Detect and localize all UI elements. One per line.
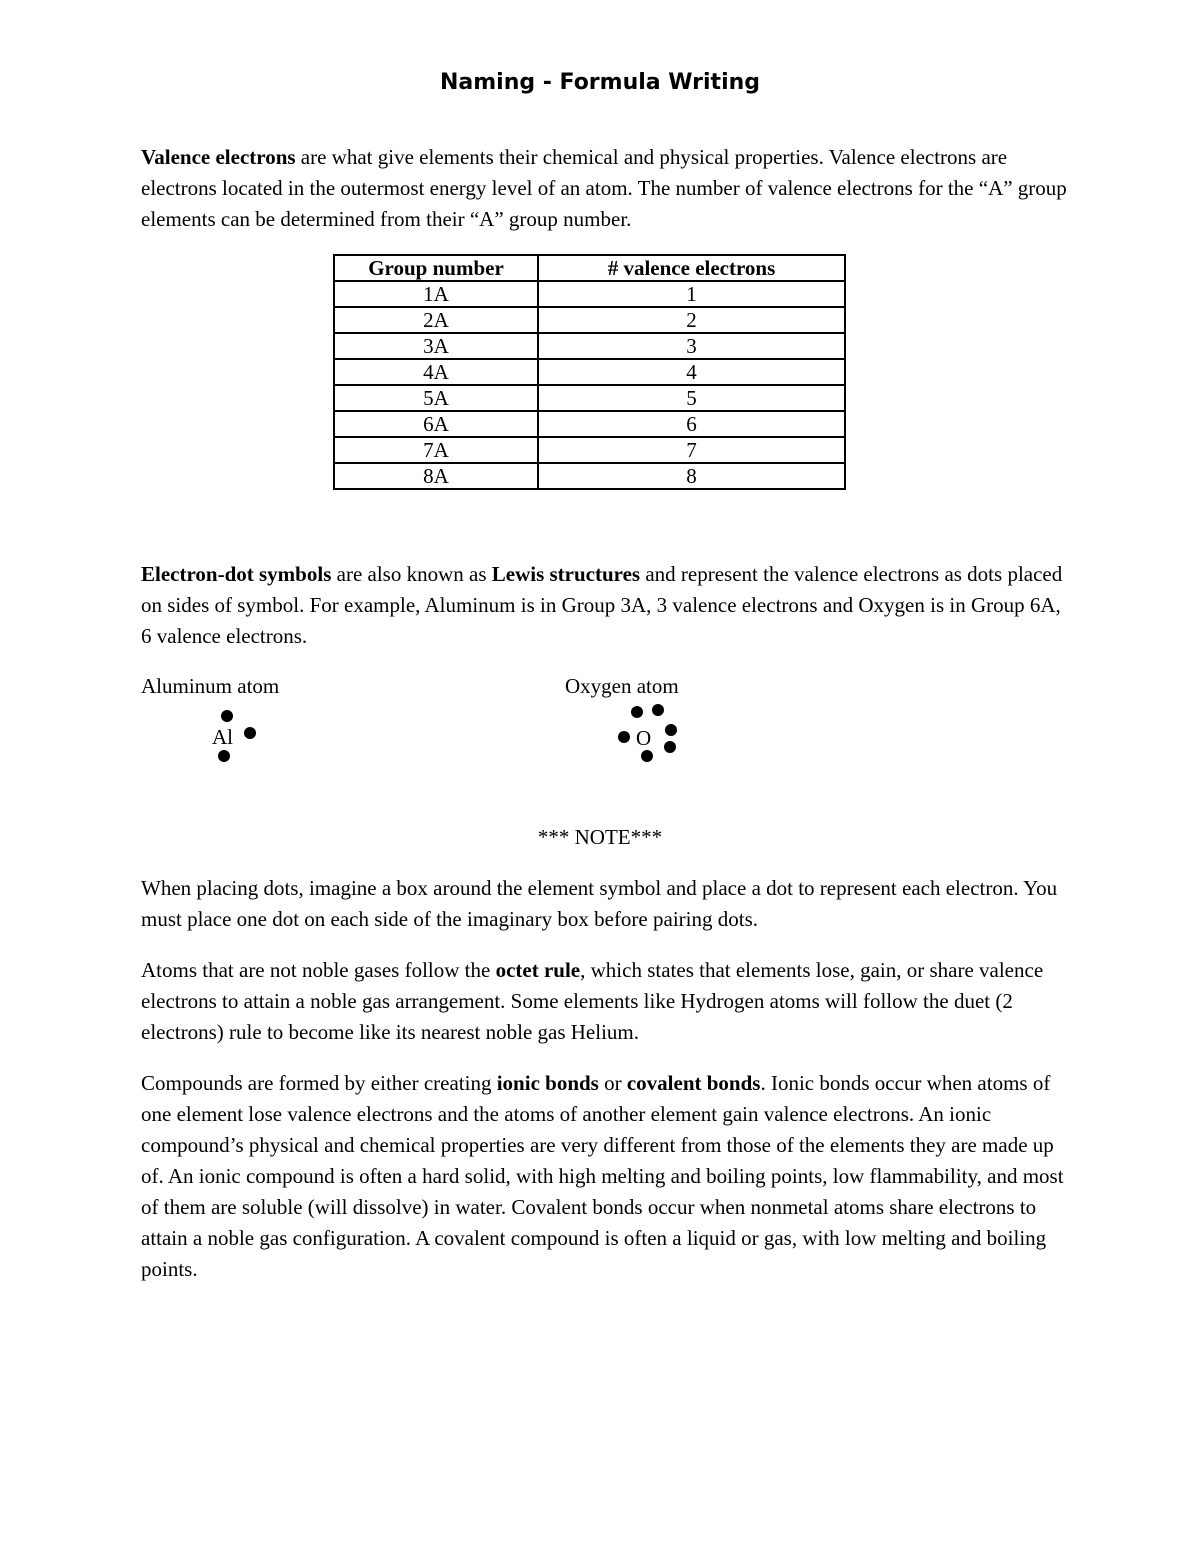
group-cell: 1A [334,281,538,307]
group-cell: 3A [334,333,538,359]
electron-dot [665,724,677,736]
electron-dot [641,750,653,762]
intro-text: are what give elements their chemical and physical properties. Valence electrons are electrons located in the outermost energy level of an atom. The number of valence electrons for the “A” group elements can be determined from their “A” group number. [141,145,1067,231]
electron-dot [664,741,676,753]
octet-text: Atoms that are not noble gases follow the [141,958,496,982]
table-row [334,281,845,307]
valence-cell: 1 [538,281,845,307]
note-heading: *** NOTE*** [537,825,663,849]
group-cell: 8A [334,463,538,489]
electron-dot [218,750,230,762]
octet-text: , which states that elements lose, gain, or share valence electrons to attain a noble gas arrangement. Some elements like Hydrogen atoms will follow the duet (2 electrons) rule to become like its nearest noble gas Helium. [141,958,1044,1044]
valence-cell: 2 [538,307,845,333]
valence-electrons-header: # valence electrons [538,255,845,281]
compounds-paragraph [141,1068,1071,1285]
octet-rule-paragraph [141,955,1071,1048]
intro-paragraph [141,142,1071,235]
group-cell: 2A [334,307,538,333]
valence-cell: 5 [538,385,845,411]
octet-rule-term: octet rule [495,958,581,982]
compounds-text: . Ionic bonds occur when atoms of one element lose valence electrons and the atoms of another element gain valence electrons. An ionic compound’s physical and chemical properties are very different from those of the elements they are made up of. An ionic compound is often a hard solid, with high melting and boiling points, low flammability, and most of them are soluble (will dissolve) in water. Covalent bonds occur when nonmetal atoms share electrons to attain a noble gas configuration. A covalent compound is often a liquid or gas, with low melting and boiling points. [141,1071,1064,1281]
valence-table [333,254,846,490]
group-number-header: Group number [334,255,538,281]
electron-dot [652,704,664,716]
electron-dot-text: and represent the valence electrons as dots placed on sides of symbol. For example, Aluminum is in Group 3A, 3 valence electrons and Oxygen is in Group 6A, 6 valence electrons. [141,562,1063,648]
electron-dot-paragraph [141,559,1071,652]
electron-dot-symbols-term: Electron-dot symbols [141,562,332,586]
compounds-text: or [598,1071,627,1095]
table-header-row [334,255,845,281]
valence-cell: 3 [538,333,845,359]
valence-cell: 8 [538,463,845,489]
oxygen-symbol: O [636,726,652,750]
valence-electrons-term: Valence electrons [141,145,296,169]
lewis-structures-term: Lewis structures [491,562,641,586]
table-row [334,307,845,333]
aluminum-symbol: Al [212,725,233,749]
group-cell: 4A [334,359,538,385]
group-cell: 5A [334,385,538,411]
table-row [334,385,845,411]
valence-cell: 4 [538,359,845,385]
ionic-bonds-term: ionic bonds [496,1071,599,1095]
electron-dot-text: are also known as [331,562,492,586]
oxygen-atom-label: Oxygen atom [565,674,679,698]
electron-dot [618,731,630,743]
placing-dots-paragraph: When placing dots, imagine a box around the element symbol and place a dot to represent each electron. You must place one dot on each side of the imaginary box before pairing dots. [141,876,1058,931]
table-row [334,333,845,359]
valence-cell: 6 [538,411,845,437]
table-row [334,463,845,489]
group-cell: 6A [334,411,538,437]
table-row [334,359,845,385]
page-title: Naming - Formula Writing [439,70,761,95]
table-row [334,437,845,463]
covalent-bonds-term: covalent bonds [626,1071,761,1095]
electron-dot [221,710,233,722]
compounds-text: Compounds are formed by either creating [141,1071,497,1095]
aluminum-atom-label: Aluminum atom [141,674,280,698]
electron-dot [631,706,643,718]
table-row [334,411,845,437]
group-cell: 7A [334,437,538,463]
valence-cell: 7 [538,437,845,463]
electron-dot [244,727,256,739]
